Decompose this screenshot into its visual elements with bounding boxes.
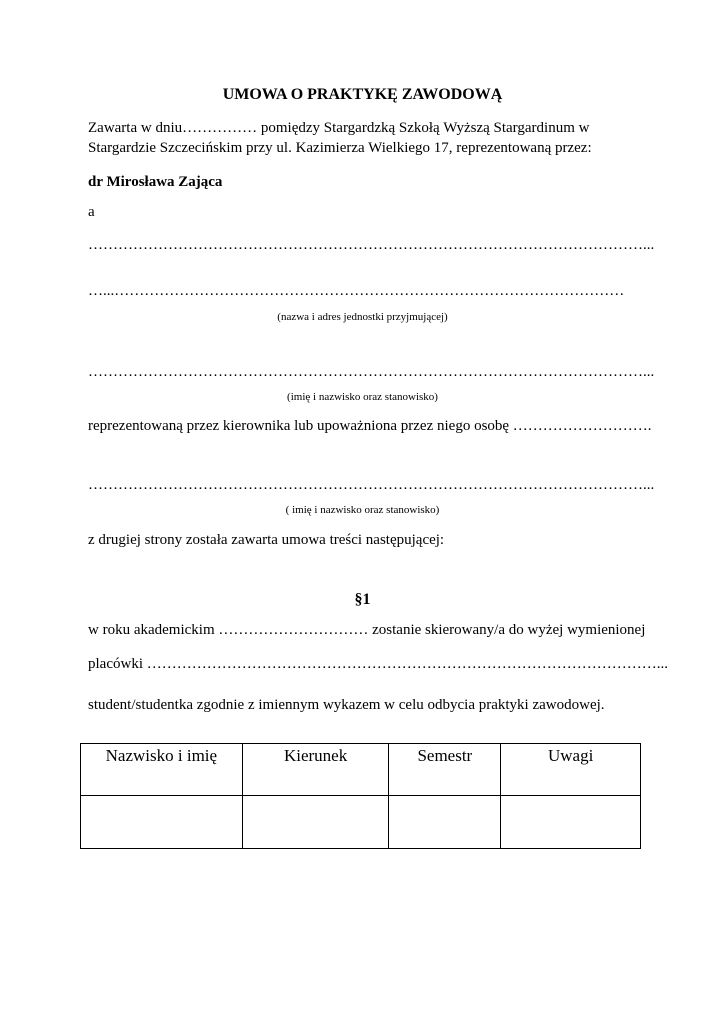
student-table (80, 743, 641, 849)
represented-by-line: reprezentowaną przez kierownika lub upoważniona przez niego osobę ………………………. (88, 418, 652, 434)
table-header-row (81, 744, 641, 796)
header-notes: Uwagi (501, 744, 641, 796)
caption-unit: (nazwa i adres jednostki przyjmującej) (277, 311, 448, 323)
blank-line-person-1: …………………………………………………………………………………………………... (88, 364, 655, 380)
document-title: UMOWA O PRAKTYKĘ ZAWODOWĄ (222, 86, 503, 103)
caption-person-2: ( imię i nazwisko oraz stanowisko) (285, 504, 440, 516)
second-party-line: z drugiej strony została zawarta umowa treści następującej: (88, 532, 445, 548)
blank-line-unit-1: …………………………………………………………………………………………………... (88, 237, 655, 253)
academic-year-line: w roku akademickim ………………………… zostanie skierowany/a do wyżej wymienionej (88, 622, 646, 638)
cell-semester (389, 796, 501, 849)
cell-field-of-study (242, 796, 389, 849)
conjunction-a: a (88, 204, 95, 220)
cell-name (81, 796, 243, 849)
blank-line-person-2: …………………………………………………………………………………………………... (88, 477, 655, 493)
intro-line-1: Zawarta w dniu…………… pomiędzy Stargardzką Szkołą Wyższą Stargardinum w (88, 120, 590, 136)
caption-person-1: (imię i nazwisko oraz stanowisko) (287, 391, 438, 403)
section-1-heading: §1 (354, 591, 371, 608)
intro-line-2: Stargardzie Szczecińskim przy ul. Kazimierza Wielkiego 17, reprezentowaną przez: (88, 140, 592, 156)
header-field-of-study: Kierunek (242, 744, 389, 796)
blank-line-unit-2: …...………………………………………………………………………………………… (88, 283, 625, 299)
table-row (81, 796, 641, 849)
representative-name: dr Mirosława Zająca (88, 174, 223, 190)
cell-notes (501, 796, 641, 849)
facility-line: placówki …………………………………………………………………………………………... (88, 656, 668, 672)
header-name: Nazwisko i imię (81, 744, 243, 796)
student-line: student/studentka zgodnie z imiennym wykazem w celu odbycia praktyki zawodowej. (88, 697, 605, 713)
header-semester: Semestr (389, 744, 501, 796)
